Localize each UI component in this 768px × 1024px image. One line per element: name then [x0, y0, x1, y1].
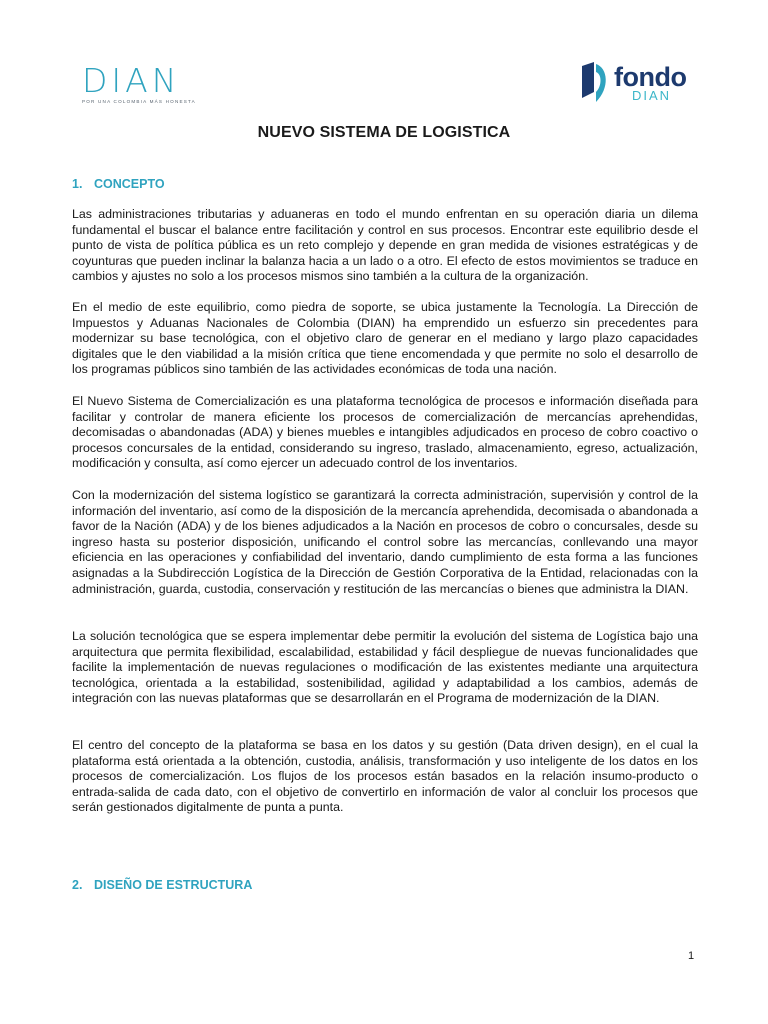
- fondo-emblem-icon: [580, 62, 610, 104]
- section-1-heading: [72, 177, 165, 191]
- paragraph-1: Las administraciones tributarias y aduaneras en todo el mundo enfrentan en su operación diaria un dilema fundamental el buscar el balance entre facilitación y control en sus procesos. Encontrar este equilibrio desde el punto de vista de política pública es un reto complejo y depende en gran medida de visiones estratégicas y de coyunturas que pueden inclinar la balanza hacia a un lado o a otro. El efecto de estos movimientos se traduce en cambios y ajustes no solo a los procesos mismos sino también a la cultura de la organización.: [72, 207, 698, 284]
- dian-logo-word: DIAN: [82, 61, 181, 100]
- section-2-number: 2.: [72, 878, 83, 892]
- paragraph-3: El Nuevo Sistema de Comercialización es una plataforma tecnológica de procesos e información diseñada para facilitar y controlar de manera eficiente los procesos de comercialización de mercancías aprehendidas, decomisadas o abandonadas (ADA) y bienes muebles e intangibles adjudicados en proceso de cobro coactivo o procesos concursales de la entidad, considerando su ingreso, traslado, almacenamiento, egreso, actualización, modificación y consulta, así como ejercer un adecuado control de los inventarios.: [72, 394, 698, 471]
- paragraph-6: El centro del concepto de la plataforma se basa en los datos y su gestión (Data driven design), en el cual la plataforma está orientada a la obtención, custodia, análisis, transformación y uso inteligente de los datos en los procesos de comercialización. Los flujos de los procesos están basados en la relación insumo-producto o entrada-salida de cada dato, con el objetivo de convertirlo en información de valor al concluir los procesos que serán gestionados digitalmente de punta a punta.: [72, 738, 698, 815]
- section-2-title: DISEÑO DE ESTRUCTURA: [94, 878, 253, 892]
- fondo-dian-logo: [580, 60, 700, 108]
- dian-logo: [82, 61, 222, 108]
- dian-logo-tagline: POR UNA COLOMBIA MÁS HONESTA: [82, 99, 196, 104]
- paragraph-4: Con la modernización del sistema logístico se garantizará la correcta administración, supervisión y control de la información del inventario, así como de la disposición de la mercancía aprehendida, decomisada o abandonada a favor de la Nación (ADA) y de los bienes adjudicados a la Nación en procesos de cobro o concursales, desde su ingreso hasta su posterior disposición, unificando el control sobre las mercancías, conllevando una mayor eficiencia en las operaciones y confiabilidad del inventario, dando cumplimiento de esta forma a las funciones asignadas a la Subdirección Logística de la Dirección de Gestión Corporativa de la Entidad, relacionadas con la administración, guarda, custodia, conservación y restitución de las mercancías o bienes que administra la DIAN.: [72, 488, 698, 596]
- paragraph-2: En el medio de este equilibrio, como piedra de soporte, se ubica justamente la Tecnología. La Dirección de Impuestos y Aduanas Nacionales de Colombia (DIAN) ha emprendido un esfuerzo sin precedentes para modernizar su base tecnológica, con el objetivo claro de generar en el mediano y largo plazo capacidades digitales que le den viabilidad a la misión crítica que tiene encomendada y que permite no solo el desarrollo de los programas públicos sino también de las actividades económicas de toda una nación.: [72, 300, 698, 377]
- section-2-heading: [72, 878, 252, 892]
- fondo-logo-sub: DIAN: [632, 88, 672, 103]
- section-1-title: CONCEPTO: [94, 177, 165, 191]
- section-1-number: 1.: [72, 177, 83, 191]
- document-title: NUEVO SISTEMA DE LOGISTICA: [257, 124, 511, 141]
- page-number: 1: [688, 950, 695, 962]
- paragraph-5: La solución tecnológica que se espera implementar debe permitir la evolución del sistema de Logística bajo una arquitectura que permita flexibilidad, escalabilidad, estabilidad y fácil despliegue de nuevas funcionalidades que facilite la implementación de nuevas regulaciones o modificación de las existentes mediante una arquitectura tecnológica, orientada a la estabilidad, sostenibilidad, agilidad y adaptabilidad a los cambios, además de integración con las nuevas plataformas que se desarrollarán en el Programa de modernización de la DIAN.: [72, 629, 698, 706]
- fondo-logo-word: fondo: [614, 62, 687, 92]
